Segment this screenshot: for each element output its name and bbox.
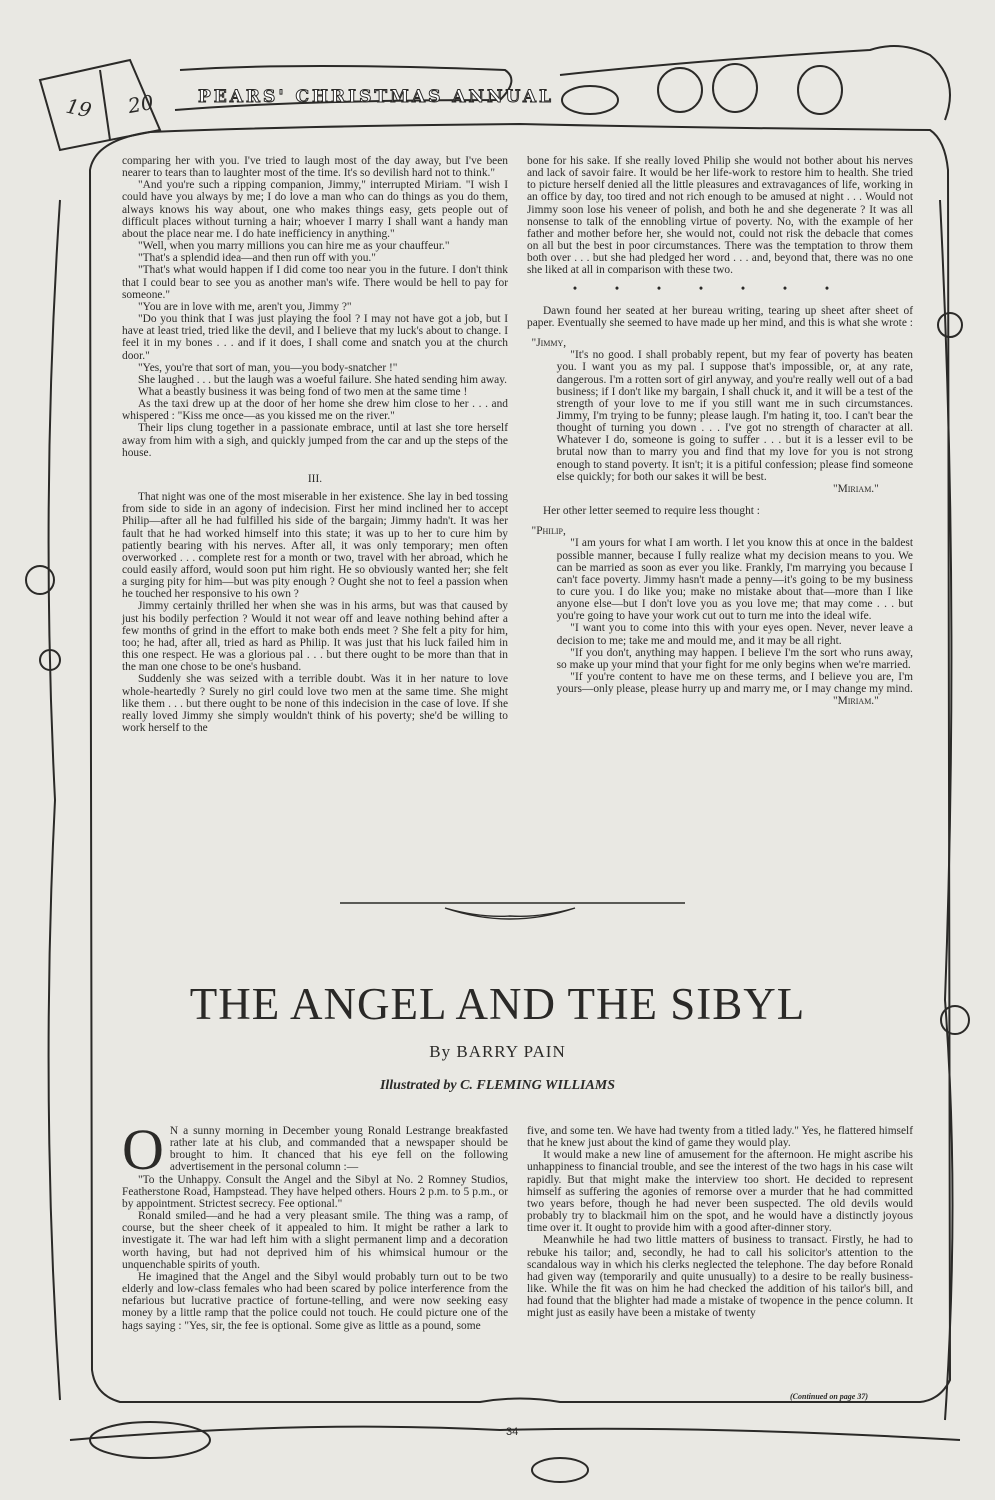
- paragraph: Ronald smiled—and he had a very pleasant smile. The thing was a ramp, of course, but the sheer cheek of it appealed to him. It might be rather a lark to investigate it. The war had left him with a slight permanent limp and a decoration worth having, but had not deprived him of his whimsical humour or the unquenchable spirits of youth.: [122, 1210, 508, 1271]
- paragraph: "You are in love with me, aren't you, Jimmy ?": [137, 300, 352, 313]
- paragraph: She laughed . . . but the laugh was a woeful failure. She hated sending him away.: [137, 373, 507, 386]
- story-byline: By BARRY PAIN: [429, 1042, 566, 1061]
- paragraph: Jimmy certainly thrilled her when she was in his arms, but was that caused by just his bodily perfection ? Would it not wear off and leave nothing behind after a few months of grind in the effort to make both ends meet ? She felt a pity for him, too; he had, after all, tried as hard as Philip. It was just that his luck failed him in this one respect. He was a glorious pal . . . but there ought to be more than that in the man one chose to be one's husband.: [122, 600, 508, 674]
- paragraph: "Do you think that I was just playing the fool ? I may not have got a job, but I have at least tried, tried like the devil, and I believe that my luck's about to change. I feel it in my bones . . . and if it does, I shall come and snatch you at the church door.": [122, 313, 508, 362]
- paragraph: Suddenly she was seized with a terrible doubt. Was it in her nature to love whole-heartedly ? Surely no girl could love two men at the same time. She might like them . . . but there ought to be none of this indecision in the case of love. If she really loved Jimmy she simply wouldn't think of his poverty; she'd be willing to work herself to the: [122, 673, 508, 735]
- year-left: 19: [63, 93, 94, 123]
- masthead: PEARS' CHRISTMAS ANNUAL: [198, 87, 554, 107]
- paragraph: "Miriam.": [832, 482, 879, 495]
- opening-paragraph: [122, 1117, 508, 1182]
- paragraph: bone for his sake. If she really loved Philip she would not bother about his nerves and lack of savoir faire. It would be her life-work to restore him to health. She tried to picture herself denied all the little pleasures and extravagances of life, working in an office by day, too tired and not rich enough to be amused at night . . . Would not Jimmy soon lose his veneer of polish, and both he and she degenerate ? It was all nonsense to talk of the ennobling virtue of poverty. No, with the example of her father and mother before her, she would not, could not risk the debacle that comes on all but the best in poor circumstances. There was the temptation to throw them both over . . . but she had pledged her word . . . and, beyond that, there was no one she liked at all in comparison with these two.: [527, 155, 913, 277]
- column-4: [527, 1125, 913, 1320]
- paragraph: "If you don't, anything may happen. I believe I'm the sort who runs away, so make up your mind that your fight for me only begins when we're married.: [556, 646, 913, 671]
- paragraph: III.: [307, 472, 323, 485]
- paragraph: What a beastly business it was being fond of two men at the same time !: [137, 385, 468, 398]
- paragraph: five, and some ten. We have had twenty from a titled lady." Yes, he flattered himself that he knew just about the kind of game they would play.: [527, 1125, 913, 1150]
- page-number: 34: [506, 1426, 519, 1438]
- paragraph: That night was one of the most miserable in her existence. She lay in bed tossing from side to side in an agony of indecision. First her mind inclined her to accept Philip—after all he had fulfilled his side of the bargain; Jimmy hadn't. It was her fault that he had worked himself into this state; it was up to her to cure him by patiently bearing with his nerves. After all, it was only temporary; men often overworked . . . complete rest for a month or two, travel with her abroad, which he could easily afford, would soon put him right. He so obviously wanted her; she felt a surging pity for him—but was pity enough ? Ought she not to feel a passion when he touched her responsive to his own ?: [122, 491, 508, 601]
- paragraph: comparing her with you. I've tried to laugh most of the day away, but I've been nearer to tears than to laughter most of the time. It's so devilish hard not to think.": [122, 155, 508, 180]
- paragraph: "That's what would happen if I did come too near you in the future. I don't think that I could bear to see you as another man's wife. There would be hell to pay for someone.": [122, 264, 508, 301]
- paragraph: He imagined that the Angel and the Sibyl would probably turn out to be two elderly and low-class females who had been scared by police interference from the nefarious but lucrative practice of fortune-telling, and were now seeking easy money by a little ramp that the police could not touch. He could picture one of the hags saying : "Yes, sir, the fee is optional. Some give as little as a pound, some: [122, 1270, 508, 1332]
- paragraph: "I am yours for what I am worth. I let you know this at once in the baldest possible manner, because I fully realize what my decision means to you. We can be married as soon as ever you like. Frankly, I'm marrying you because I can't face poverty. Jimmy hasn't made a penny—it's going to be my business to cure you. I do like you; make no mistake about that—more than I like anyone else—but I don't love you as you love me; that may come . . . but you're going to have your work cut out to turn me into the ideal wife.: [556, 537, 913, 623]
- paragraph: •••••••: [573, 282, 867, 295]
- continued-note: (Continued on page 37): [790, 1392, 869, 1401]
- paragraph: "Philip,: [531, 525, 566, 538]
- paragraph: "That's a splendid idea—and then run off with you.": [137, 252, 376, 265]
- paragraph: "Well, when you marry millions you can hire me as your chauffeur.": [137, 240, 450, 253]
- paragraph: "I want you to come into this with your eyes open. Never, never leave a decision to me; take me and mould me, and it may be all right.: [556, 622, 913, 647]
- column-3: [122, 1117, 508, 1332]
- paragraph: "Miriam.": [832, 695, 879, 708]
- story-title: THE ANGEL AND THE SIBYL: [189, 979, 806, 1029]
- paragraph: "Yes, you're that sort of man, you—you body-snatcher !": [137, 361, 398, 374]
- year-right: 20: [126, 89, 156, 119]
- opening-text: N a sunny morning in December young Ronald Lestrange breakfasted rather late at his club, and commanded that a newspaper should be brought to him. It chanced that his eye fell on the following advertisement in the personal column :—: [169, 1125, 508, 1174]
- paragraph: "Jimmy,: [531, 337, 567, 350]
- paragraph: "It's no good. I shall probably repent, but my fear of poverty has beaten you. I want you as my pal. I suppose that's impossible, or, at any rate, dangerous. I'm a rotten sort of girl anyway, and you're really well out of a bad business; if I don't like my bargain, I shall chuck it, and it will be a test of the strength of your love to me if you still want me in such circumstances. Jimmy, I'm trying to be funny; please laugh. I'm hating it, too. I can't bear the thought of turning you down . . . I've got no strength of character at all. Whatever I do, someone is going to suffer . . . but it is a lesser evil to be brutal now than to marry you and find that my love for you is not strong enough to stand poverty. It isn't; it is a pitiful confession; please find someone else quickly; for both our sakes it will be best.: [556, 349, 913, 483]
- column-2: [527, 155, 913, 708]
- paragraph: As the taxi drew up at the door of her home she drew him close to her . . . and whispered : "Kiss me once—as you kissed me on the river.": [122, 398, 508, 423]
- paragraph: Her other letter seemed to require less thought :: [542, 505, 760, 518]
- paragraph: Their lips clung together in a passionate embrace, until at last she tore herself away from him with a sigh, and quickly jumped from the car and up the steps of the house.: [122, 422, 508, 459]
- column-1: [122, 155, 508, 734]
- paragraph: "To the Unhappy. Consult the Angel and the Sibyl at No. 2 Romney Studios, Featherstone Road, Hampstead. They have helped others. Hours 2 p.m. to 5 p.m., or by appointment. Strictest secrecy. Fee optional.": [122, 1173, 508, 1210]
- paragraph: Dawn found her seated at her bureau writing, tearing up sheet after sheet of paper. Eventually she seemed to have made up her mind, and this is what she wrote :: [527, 304, 913, 329]
- paragraph: Meanwhile he had two little matters of business to transact. Firstly, he had to rebuke his tailor; and, secondly, he had to call his solicitor's attention to the scandalous way in which his clerks neglected the telephone. The day before Ronald had given way (temporarily and quite unusually) to a desire to be really business-like. While the fit was on him he had checked the addition of his tailor's bill, and had found that the blighter had made a mistake of twopence in the pence column. It might just as easily have been a mistake of twenty: [527, 1234, 913, 1320]
- drop-cap: O: [122, 1117, 164, 1182]
- paragraph: "If you're content to have me on these terms, and I believe you are, I'm yours—only please, please hurry up and marry me, or I may change my mind.: [556, 671, 913, 696]
- illustrator-credit: Illustrated by C. FLEMING WILLIAMS: [379, 1078, 616, 1093]
- paragraph: "And you're such a ripping companion, Jimmy," interrupted Miriam. "I wish I could have you always by me; I do love a man who can do things as you do them, always knows his way about, one who makes things easy, gets people out of difficult places without turning a hair; whoever I marry I shall want a handy man about the place near me. I do hate inefficiency in anything.": [122, 179, 508, 240]
- paragraph: It would make a new line of amusement for the afternoon. He might ascribe his unhappiness to financial trouble, and see the interest of the two hags in his case wilt rapidly. But that might make the interview too short. He decided to represent himself as suffering the agonies of remorse over a murder that he had committed two years before, though he had never been suspected. The old devils would probably try to blackmail him on the spot, and he would have a distinctly joyous time over it. It ought to provide him with a good after-dinner story.: [527, 1149, 913, 1235]
